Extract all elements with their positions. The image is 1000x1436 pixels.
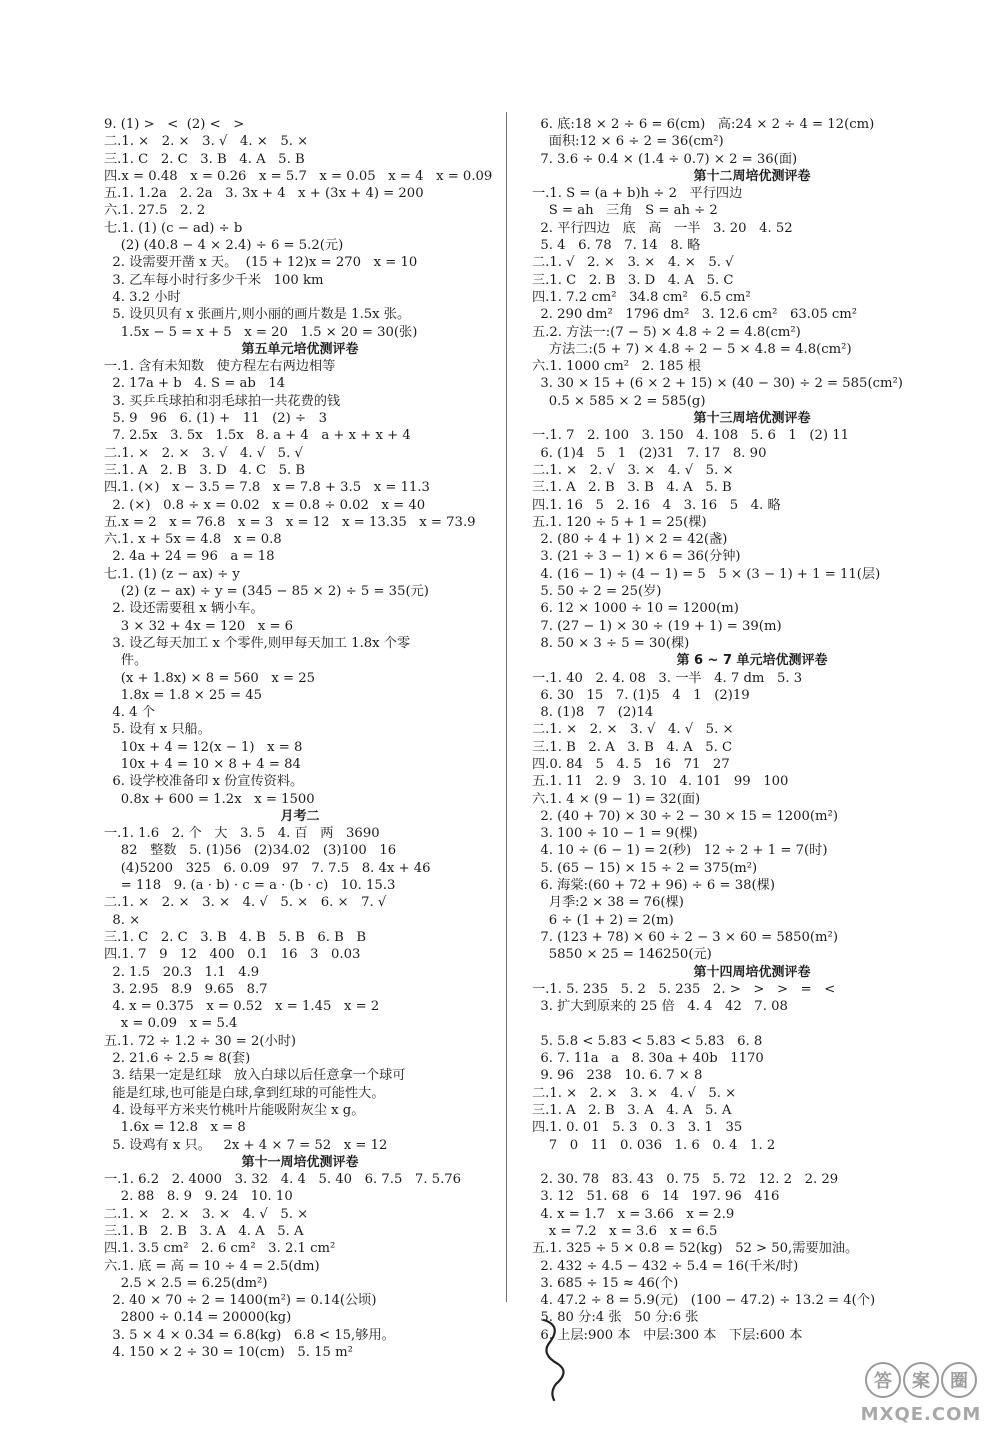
left-answer-line: 3. 乙车每小时行多少千米 100 km: [104, 272, 324, 288]
right-answer-line: 二.1. × 2. √ 3. × 4. √ 5. ×: [532, 462, 734, 478]
left-answer-line: 4. 3.2 小时: [104, 289, 181, 305]
right-answer-line: 2. (80 ÷ 4 + 1) × 2 = 42(盏): [532, 532, 728, 548]
right-answer-line: 7. (27 − 1) × 30 ÷ (19 + 1) = 39(m): [532, 618, 782, 634]
right-answer-line: 5. 5.8 < 5.83 < 5.83 < 5.83̇ 6. 8: [532, 1033, 763, 1049]
right-answer-line: 五.2. 方法一:(7 − 5) × 4.8 ÷ 2 = 4.8(cm²): [532, 324, 801, 340]
right-answer-line: 二.1. √ 2. × 3. × 4. × 5. √: [532, 255, 734, 271]
left-section-heading: 第十一周培优测评卷: [241, 1154, 359, 1170]
left-answer-line: 2.5 × 2.5 = 6.25(dm²): [104, 1275, 268, 1291]
right-answer-line: 6 ÷ (1 + 2) = 2(m): [532, 912, 674, 928]
right-answer-line: 6. 上层:900 本 中层:300 本 下层:600 本: [532, 1327, 803, 1343]
left-answer-line: 3. 买乒乓球拍和羽毛球拍一共花费的钱: [104, 393, 341, 409]
left-section-heading: 月考二: [280, 808, 320, 824]
left-answer-line: 一.1. 1.6 2. 个 大 3. 5 4. 百 两 3690: [104, 826, 380, 842]
right-answer-line: 0.5 × 585 × 2 = 585(g): [532, 393, 706, 409]
right-answer-line: 4. x = 1.7 x = 3.66 x = 2.9: [532, 1206, 735, 1222]
right-answer-line: 四.1. 0. 01 5. 3 0. 3 3. 1 35: [532, 1120, 743, 1136]
left-answer-line: 6. 设学校准备印 x 份宣传资料。: [104, 774, 304, 790]
right-answer-line: [532, 1154, 972, 1171]
right-section-heading: 第十三周培优测评卷: [693, 411, 811, 427]
right-answer-line: 6. 底:18 × 2 ÷ 6 = 6(cm) 高:24 × 2 ÷ 4 = 12(cm): [532, 117, 875, 132]
left-answer-line: 1.5x − 5 = x + 5 x = 20 1.5 × 20 = 30(张): [104, 324, 418, 340]
left-answer-line: 2. 1.5 20.3 1.1 4.9: [104, 964, 260, 980]
left-answer-line: 1.6x = 12.8 x = 8: [104, 1120, 246, 1136]
left-answer-line: 件。: [104, 653, 148, 669]
right-answer-line: 2. 平行四边 底 高 一半 3. 20 4. 52: [532, 220, 793, 236]
right-answer-line: 五.1. 11 2. 9 3. 10 4. 101 99 100: [532, 774, 789, 790]
right-answer-line: 2. 290 dm² 1796 dm² 3. 12.6 cm² 63.05 cm²: [532, 307, 858, 323]
right-answer-line: 2. 30. 78 83. 43 0. 75 5. 72 12. 2 2. 29: [532, 1172, 839, 1188]
left-answer-line: 三.1. A 2. B 3. D 4. C 5. B: [104, 462, 306, 478]
right-answer-column: [532, 116, 972, 1344]
left-answer-line: 四.1. 3.5 cm² 2. 6 cm² 3. 2.1 cm²: [104, 1241, 336, 1257]
right-answer-line: 6. 海棠:(60 + 72 + 96) ÷ 6 = 38(棵): [532, 878, 775, 894]
column-divider: [506, 112, 507, 1302]
left-answer-line: 8. ×: [104, 912, 141, 928]
left-answer-line: 5. 设鸡有 x 只。 2x + 4 × 7 = 52 x = 12: [104, 1137, 388, 1153]
right-answer-line: 3. 685 ÷ 15 ≈ 46(个): [532, 1275, 679, 1291]
left-answer-line: 9. (1) > < (2) < >: [104, 117, 245, 132]
right-answer-line: 三.1. A 2. B 3. A 4. A 5. A: [532, 1102, 732, 1118]
watermark-url: MXQE.COM: [860, 1404, 982, 1425]
right-answer-line: 5. 80 分:4 张 50 分:6 张: [532, 1310, 699, 1326]
right-answer-line: 面积:12 × 6 ÷ 2 = 36(cm²): [532, 134, 724, 150]
left-answer-line: 0.8x + 600 = 1.2x x = 1500: [104, 791, 315, 807]
left-answer-line: 三.1. C 2. C 3. B 4. B 5. B 6. B B: [104, 929, 367, 945]
left-answer-line: 六.1. 27.5 2. 2: [104, 203, 206, 219]
right-answer-line: 3. 扩大到原来的 25 倍 4. 4 42 7. 08: [532, 999, 788, 1015]
left-answer-line: 1.8x = 1.8 × 25 = 45: [104, 687, 263, 703]
right-answer-line: 5. (65 − 15) × 15 ÷ 2 = 375(m²): [532, 860, 758, 876]
left-answer-line: 2. 设需要开凿 x 天。 (15 + 12)x = 270 x = 10: [104, 255, 418, 271]
left-answer-line: 2. 21.6 ÷ 2.5 ≈ 8(套): [104, 1051, 251, 1067]
right-answer-line: 月季:2 × 38 = 76(棵): [532, 895, 684, 911]
watermark-chars: [846, 1358, 996, 1402]
right-answer-line: 8. 50 × 3 ÷ 5 = 30(棵): [532, 635, 690, 651]
watermark-char: 案: [903, 1362, 939, 1398]
right-answer-line: 一.1. 40 2. 4. 08 3. 一半 4. 7 dm 5. 3: [532, 670, 803, 686]
right-answer-line: 4. (16 − 1) ÷ (4 − 1) = 5 5 × (3 − 1) + 1 = 11(层): [532, 566, 881, 582]
left-answer-line: 二.1. × 2. × 3. √ 4. × 5. ×: [104, 134, 309, 150]
left-answer-line: 2. 4a + 24 = 96 a = 18: [104, 549, 275, 565]
left-answer-line: 3. 2.95 8.9 9.65 8.7: [104, 981, 268, 997]
right-answer-line: 7. 3.6 ÷ 0.4 × (1.4 ÷ 0.7) × 2 = 36(面): [532, 151, 798, 167]
right-answer-line: 三.1. C 2. B 3. D 4. A 5. C: [532, 272, 734, 288]
left-answer-line: 二.1. × 2. × 3. × 4. √ 5. × 6. × 7. √: [104, 895, 387, 911]
left-answer-line: 二.1. × 2. × 3. × 4. √ 5. ×: [104, 1206, 309, 1222]
left-answer-line: 三.1. C 2. C 3. B 4. A 5. B: [104, 151, 305, 167]
right-answer-line: 5850 × 25 = 146250(元): [532, 947, 712, 963]
right-answer-line: 4. 10 ÷ (6 − 1) = 2(秒) 12 ÷ 2 + 1 = 7(时): [532, 843, 828, 859]
right-answer-line: x = 7.2 x = 3.6 x = 6.5: [532, 1224, 718, 1239]
right-answer-line: 7. (123 + 78) × 60 ÷ 2 − 3 × 60 = 5850(m²): [532, 929, 838, 945]
watermark-logo: [846, 1358, 996, 1432]
left-answer-line: = 118 9. (a · b) · c = a · (b · c) 10. 15.3: [104, 878, 396, 894]
right-answer-line: 一.1. S = (a + b)h ÷ 2 平行四边: [532, 186, 743, 202]
right-answer-line: 6. 12 × 1000 ÷ 10 = 1200(m): [532, 601, 739, 617]
left-answer-line: 2. 88 8. 9 9. 24 10. 10: [104, 1189, 293, 1205]
left-answer-line: 七.1. (1) (z − ax) ÷ y: [104, 566, 240, 582]
left-answer-line: (4)5200 325 6. 0.09 97 7. 7.5 8. 4x + 46: [104, 860, 431, 876]
right-answer-line: 8. (1)8 7 (2)14: [532, 705, 654, 721]
right-answer-line: 四.0. 84 5 4. 5 16 71 27: [532, 756, 730, 772]
right-answer-line: 3. 100 ÷ 10 − 1 = 9(棵): [532, 826, 698, 842]
right-answer-line: 3. (21 ÷ 3 − 1) × 6 = 36(分钟): [532, 549, 741, 565]
right-answer-line: 方法二:(5 + 7) × 4.8 ÷ 2 − 5 × 4.8 = 4.8(cm²): [532, 341, 852, 357]
right-answer-line: 四.1. 16 5 2. 16 4 3. 16 5 4. 略: [532, 497, 781, 513]
right-answer-line: 2. (40 + 70) × 30 ÷ 2 − 30 × 15 = 1200(m²): [532, 808, 838, 824]
right-section-heading: 第 6 ~ 7 单元培优测评卷: [676, 653, 828, 669]
right-answer-line: 3. 12 51. 68 6 14 197. 96 416: [532, 1189, 780, 1205]
left-answer-line: (2) (z − ax) ÷ y = (345 − 85 × 2) ÷ 5 = 35(元): [104, 584, 429, 600]
right-answer-line: 6. 30 15 7. (1)5 4 1 (2)19: [532, 687, 750, 703]
left-answer-line: 2. 设还需要租 x 辆小车。: [104, 601, 264, 617]
left-answer-line: 七.1. (1) (c − ad) ÷ b: [104, 220, 243, 236]
left-answer-line: (x + 1.8x) × 8 = 560 x = 25: [104, 670, 315, 686]
left-answer-line: 五.1. 1.2a 2. 2a 3. 3x + 4 x + (3x + 4) = 200: [104, 186, 424, 202]
left-answer-line: 二.1. × 2. × 3. √ 4. √ 5. √: [104, 445, 303, 461]
handwritten-page-mark: [536, 1312, 576, 1402]
right-answer-line: 6. 7. 11a a 8. 30a + 40b 1170: [532, 1051, 764, 1067]
left-section-heading: 第五单元培优测评卷: [241, 341, 359, 357]
left-answer-line: 4. x = 0.375 x = 0.52 x = 1.45 x = 2: [104, 999, 380, 1015]
right-answer-line: 一.1. 5. 235 5. 2 5. 235 2. > > > = <: [532, 981, 836, 997]
right-answer-line: 五.1. 120 ÷ 5 + 1 = 25(棵): [532, 514, 707, 530]
right-answer-line: 五.1. 325 ÷ 5 × 0.8 = 52(kg) 52 > 50,需要加油。: [532, 1241, 859, 1257]
left-answer-line: 六.1. x + 5x = 4.8 x = 0.8: [104, 532, 282, 548]
left-answer-line: 10x + 4 = 12(x − 1) x = 8: [104, 739, 303, 755]
left-answer-line: 能是红球,也可能是白球,拿到红球的可能性大。: [104, 1085, 385, 1101]
left-answer-line: 4. 150 × 2 ÷ 30 = 10(cm) 5. 15 m²: [104, 1345, 353, 1361]
left-answer-line: 10x + 4 = 10 × 8 + 4 = 84: [104, 756, 301, 772]
right-answer-line: 六.1. 4 × (9 − 1) = 32(面): [532, 791, 701, 807]
right-answer-line: 5. 4 6. 78 7. 14 8. 略: [532, 238, 701, 254]
left-answer-line: 3 × 32 + 4x = 120 x = 6: [104, 618, 294, 634]
left-answer-line: 一.1. 6.2 2. 4000 3. 32 4. 4 5. 40 6. 7.5 7. 5.76: [104, 1172, 462, 1188]
left-answer-line: 7. 2.5x 3. 5x 1.5x 8. a + 4 a + x + x + 4: [104, 428, 411, 444]
right-answer-line: [532, 1015, 972, 1032]
right-answer-line: 三.1. B 2. A 3. B 4. A 5. C: [532, 739, 733, 755]
left-answer-line: x = 0.09 x = 5.4: [104, 1016, 238, 1032]
left-answer-line: 六.1. 底 = 高 = 10 ÷ 4 = 2.5(dm): [104, 1258, 320, 1274]
left-answer-line: 2. 17a + b 4. S = ab 14: [104, 376, 286, 392]
right-section-heading: 第十二周培优测评卷: [693, 168, 811, 184]
right-answer-line: 2. 432 ÷ 4.5 − 432 ÷ 5.4 = 16(千米/时): [532, 1258, 799, 1274]
left-answer-line: 5. 设有 x 只船。: [104, 722, 211, 738]
right-answer-line: S = ah 三角 S = ah ÷ 2: [532, 203, 718, 219]
watermark-char: 答: [865, 1362, 901, 1398]
left-answer-line: 4. 4 个: [104, 705, 155, 721]
left-answer-line: 五.x = 2 x = 76.8 x = 3 x = 12 x = 13.35 x = 73.9: [104, 514, 476, 530]
right-answer-line: 5. 50 ÷ 2 = 25(岁): [532, 584, 662, 600]
left-answer-line: 3. 5 × 4 × 0.34 = 6.8(kg) 6.8 < 15,够用。: [104, 1327, 395, 1343]
left-answer-line: 五.1. 72 ÷ 1.2 ÷ 30 = 2(小时): [104, 1033, 297, 1049]
left-answer-line: 5. 设贝贝有 x 张画片,则小丽的画片数是 1.5x 张。: [104, 307, 411, 323]
left-answer-line: 四.1. (×) x − 3.5 = 7.8 x = 7.8 + 3.5 x = 11.3: [104, 480, 430, 496]
right-answer-line: 三.1. A 2. B 3. B 4. A 5. B: [532, 480, 732, 496]
right-answer-line: 4. 47.2 ÷ 8 = 5.9(元) (100 − 47.2) ÷ 13.2 = 4(个): [532, 1293, 876, 1309]
left-answer-line: 四.x = 0.48 x = 0.26 x = 5.7 x = 0.05 x = 4 x = 0.09: [104, 168, 493, 184]
right-answer-line: 二.1. × 2. × 3. √ 4. √ 5. ×: [532, 722, 734, 738]
left-answer-column: [104, 116, 496, 1361]
left-answer-line: 3. 设乙每天加工 x 个零件,则甲每天加工 1.8x 个零: [104, 635, 411, 651]
left-answer-line: 5. 9 96 6. (1) + 11 (2) ÷ 3: [104, 411, 327, 427]
left-answer-line: 2. (×) 0.8 ÷ x = 0.02 x = 0.8 ÷ 0.02 x = 40: [104, 497, 426, 513]
left-answer-line: 4. 设每平方米夹竹桃叶片能吸附灰尘 x g。: [104, 1102, 365, 1118]
right-answer-line: 六.1. 1000 cm² 2. 185 根: [532, 359, 701, 375]
watermark-char: 圈: [941, 1362, 977, 1398]
left-answer-line: 三.1. B 2. B 3. A 4. A 5. A: [104, 1224, 304, 1239]
left-answer-line: 82 整数 5. (1)56 (2)34.02 (3)100 16: [104, 843, 397, 859]
right-answer-line: 四.1. 7.2 cm² 34.8 cm² 6.5 cm²: [532, 289, 751, 305]
left-answer-line: 四.1. 7 9 12 400 0.1 16 3 0.03: [104, 947, 361, 963]
right-answer-line: 3. 30 × 15 + (6 × 2 + 15) × (40 − 30) ÷ 2 = 585(cm²): [532, 376, 903, 392]
left-answer-line: (2) (40.8 − 4 × 2.4) ÷ 6 = 5.2(元): [104, 238, 344, 254]
left-answer-line: 2. 40 × 70 ÷ 2 = 1400(m²) = 0.14(公顷): [104, 1293, 377, 1309]
right-answer-line: 二.1. × 2. × 3. × 4. √ 5. ×: [532, 1085, 737, 1101]
left-answer-line: 2800 ÷ 0.14 = 20000(kg): [104, 1310, 292, 1326]
left-answer-line: 一.1. 含有未知数 使方程左右两边相等: [104, 359, 336, 375]
right-answer-line: 6. (1)4 5 1 (2)31 7. 17 8. 90: [532, 445, 767, 461]
right-answer-line: 9. 96 238 10. 6. 7 × 8: [532, 1068, 703, 1084]
right-answer-line: 一.1. 7 2. 100 3. 150 4. 108 5. 6 1 (2) 11: [532, 428, 850, 444]
right-answer-line: 7 0 11 0. 036 1. 6 0. 4 1. 2: [532, 1137, 776, 1153]
right-section-heading: 第十四周培优测评卷: [693, 964, 811, 980]
left-answer-line: 3. 结果一定是红球 放入白球以后任意拿一个球可: [104, 1068, 406, 1084]
